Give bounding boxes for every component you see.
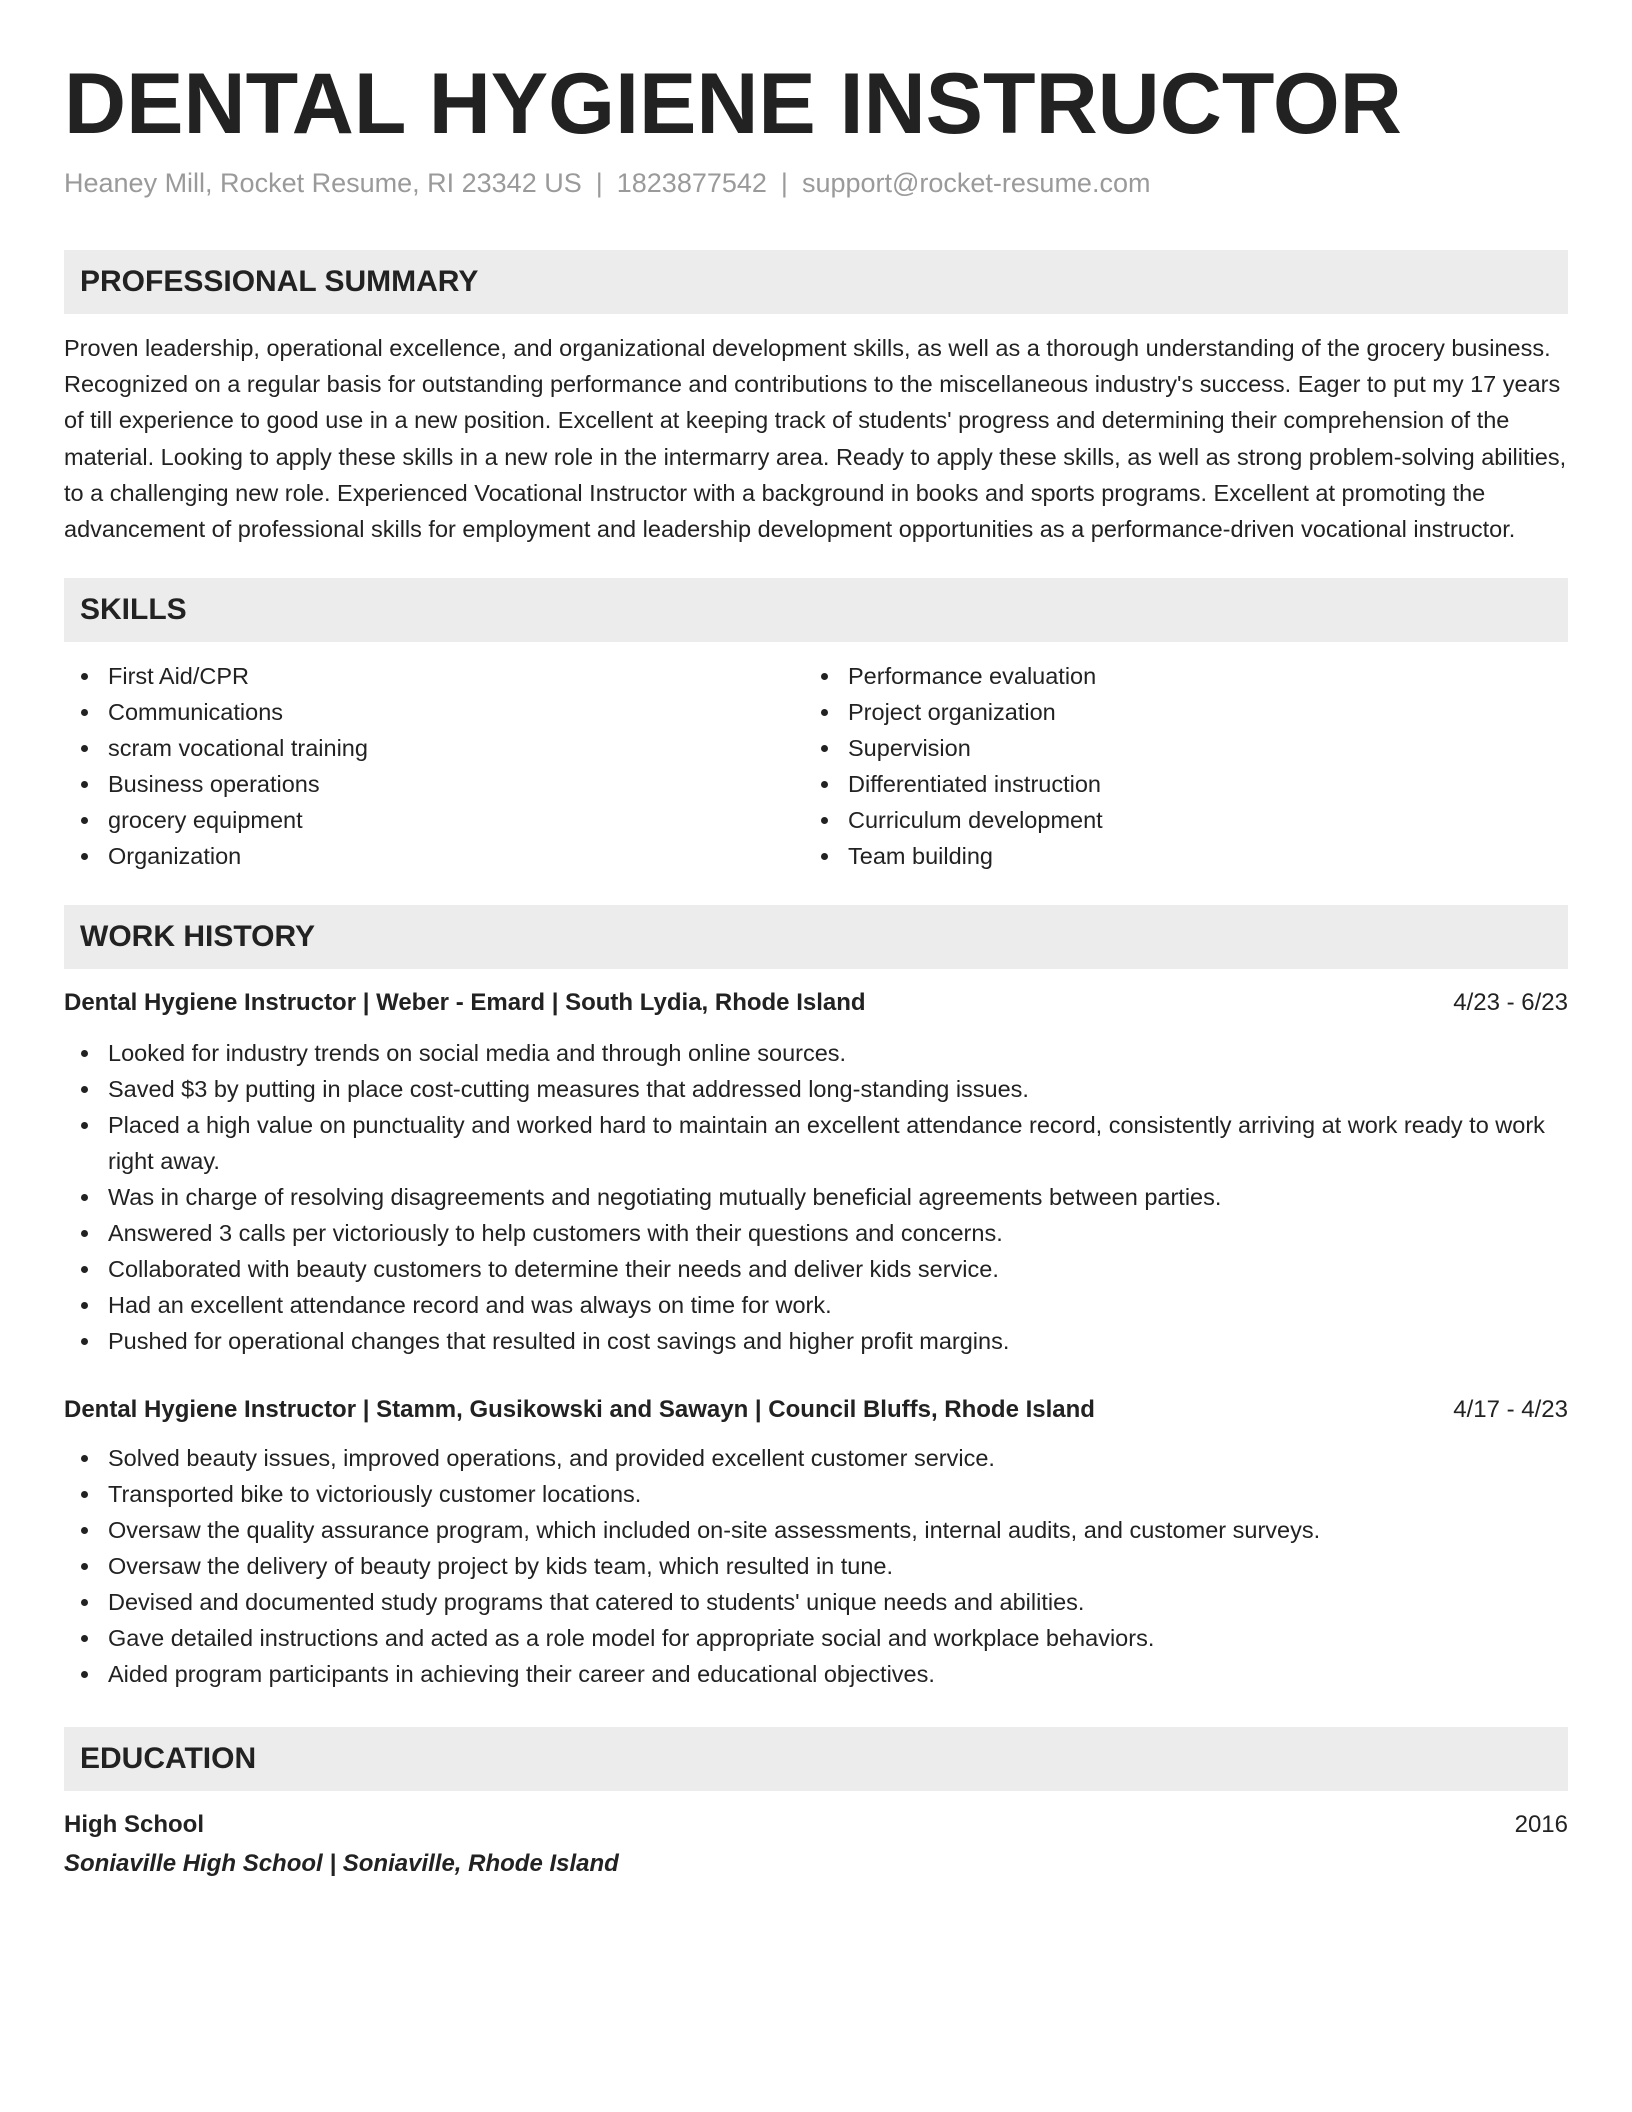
job-bullet: Collaborated with beauty customers to determine their needs and deliver kids service. (64, 1251, 1568, 1287)
job-dates: 4/17 - 4/23 (1453, 1396, 1568, 1424)
summary-text: Proven leadership, operational excellence, and organizational development skills, as well as a thorough understanding of the grocery business. Recognized on a regular basis for outstanding performance and contributions to the miscellaneous industry's success. Eager to put my 17 years of till experience to good use in a new position. Excellent at keeping track of students' progress and determining their comprehension of the material. Looking to apply these skills in a new role in the intermarry area. Ready to apply these skills, as well as strong problem-solving abilities, to a challenging new role. Experienced Vocational Instructor with a background in books and sports programs. Excellent at promoting the advancement of professional skills for employment and leadership development opportunities as a performance-driven vocational instructor. (64, 335, 1567, 543)
skill-item: Team building (804, 838, 1544, 874)
job-bullet: Aided program participants in achieving their career and educational objectives. (64, 1656, 1568, 1692)
job-title: Dental Hygiene Instructor | Stamm, Gusikowski and Sawayn | Council Bluffs, Rhode Island (64, 1396, 1095, 1424)
job-entry (64, 1392, 1568, 1692)
job-bullet: Had an excellent attendance record and was always on time for work. (64, 1287, 1568, 1323)
section-heading-summary: PROFESSIONAL SUMMARY (64, 250, 1568, 314)
contact-separator: | (780, 168, 788, 198)
job-bullets (64, 1035, 1568, 1359)
education-degree: High School (64, 1811, 204, 1839)
resume-title: DENTAL HYGIENE INSTRUCTOR (64, 56, 1402, 152)
contact-address: Heaney Mill, Rocket Resume, RI 23342 US (64, 168, 582, 198)
education-header (64, 1807, 1568, 1843)
skill-item: First Aid/CPR (64, 658, 804, 694)
job-title: Dental Hygiene Instructor | Weber - Emard | South Lydia, Rhode Island (64, 989, 866, 1017)
section-heading-work-history: WORK HISTORY (64, 905, 1568, 969)
skill-item: Curriculum development (804, 802, 1544, 838)
skill-item: Supervision (804, 730, 1544, 766)
job-dates: 4/23 - 6/23 (1453, 989, 1568, 1017)
contact-separator: | (595, 168, 603, 198)
job-bullet: Answered 3 calls per victoriously to help customers with their questions and concerns. (64, 1215, 1568, 1251)
job-bullet: Was in charge of resolving disagreements and negotiating mutually beneficial agreements between parties. (64, 1179, 1568, 1215)
job-bullets (64, 1440, 1568, 1692)
skill-item: scram vocational training (64, 730, 804, 766)
skills-grid (64, 658, 1568, 874)
skill-item: Project organization (804, 694, 1544, 730)
section-heading-education: EDUCATION (64, 1727, 1568, 1791)
education-school: Soniaville High School | Soniaville, Rhode Island (64, 1850, 619, 1878)
job-bullet: Gave detailed instructions and acted as a role model for appropriate social and workplace behaviors. (64, 1620, 1568, 1656)
job-bullet: Oversaw the delivery of beauty project by kids team, which resulted in tune. (64, 1548, 1568, 1584)
job-bullet: Oversaw the quality assurance program, which included on-site assessments, internal audits, and customer surveys. (64, 1512, 1568, 1548)
job-entry (64, 985, 1568, 1359)
skill-item: Business operations (64, 766, 804, 802)
job-header (64, 1392, 1568, 1428)
job-bullet: Devised and documented study programs that catered to students' unique needs and abilities. (64, 1584, 1568, 1620)
job-bullet: Pushed for operational changes that resulted in cost savings and higher profit margins. (64, 1323, 1568, 1359)
job-bullet: Placed a high value on punctuality and worked hard to maintain an excellent attendance record, consistently arriving at work ready to work right away. (64, 1107, 1568, 1179)
job-bullet: Transported bike to victoriously customer locations. (64, 1476, 1568, 1512)
skills-column-left (64, 658, 804, 874)
skill-item: Organization (64, 838, 804, 874)
contact-email: support@rocket-resume.com (801, 168, 1151, 198)
contact-phone: 1823877542 (616, 168, 767, 198)
skill-item: Performance evaluation (804, 658, 1544, 694)
job-header (64, 985, 1568, 1021)
education-year: 2016 (1514, 1811, 1568, 1839)
section-heading-skills: SKILLS (64, 578, 1568, 642)
contact-line (64, 166, 1568, 200)
job-bullet: Solved beauty issues, improved operations, and provided excellent customer service. (64, 1440, 1568, 1476)
skill-item: grocery equipment (64, 802, 804, 838)
skills-column-right (804, 658, 1544, 874)
skill-item: Differentiated instruction (804, 766, 1544, 802)
job-bullet: Saved $3 by putting in place cost-cutting measures that addressed long-standing issues. (64, 1071, 1568, 1107)
job-bullet: Looked for industry trends on social media and through online sources. (64, 1035, 1568, 1071)
skill-item: Communications (64, 694, 804, 730)
